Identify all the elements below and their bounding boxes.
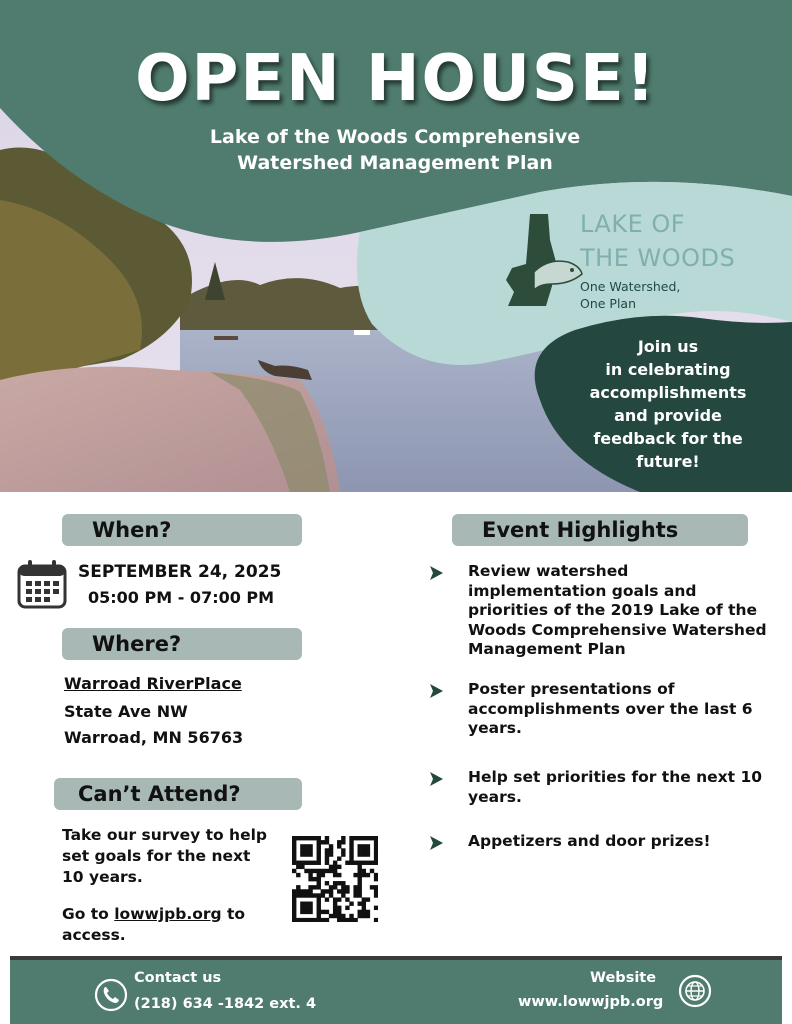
goto-suffix: to access. [62, 905, 246, 944]
website-link[interactable]: www.lowwjpb.org [518, 994, 664, 1010]
logo-text-line2: THE WOODS [580, 244, 736, 272]
goto-text [62, 904, 272, 946]
phone-number[interactable]: (218) 634 -1842 ext. 4 [134, 996, 317, 1012]
arrow-bullet-icon [428, 835, 444, 851]
arrow-bullet-icon [428, 771, 444, 787]
where-heading: Where? [62, 628, 302, 660]
when-heading: When? [62, 514, 302, 546]
calendar-icon [16, 558, 68, 610]
footer-bar [10, 956, 782, 1024]
join-line: feedback for the [593, 429, 743, 448]
contact-label: Contact us [134, 970, 222, 986]
venue-city: Warroad, MN 56763 [64, 728, 244, 747]
join-line: future! [636, 452, 700, 471]
watershed-map-icon [500, 210, 584, 310]
logo-tagline-line1: One Watershed, [580, 279, 681, 294]
logo-text-line1: LAKE OF [580, 210, 686, 238]
logo-tagline [580, 278, 730, 312]
event-date: SEPTEMBER 24, 2025 [78, 562, 282, 582]
globe-icon [678, 974, 712, 1008]
website-label: Website [590, 970, 657, 986]
highlight-text: Review watershed implementation goals and priorities of the 2019 Lake of the Woods Comprehensive Watershed Management Plan [468, 562, 767, 658]
venue-name: Warroad RiverPlace [64, 674, 242, 693]
join-line: and provide [614, 406, 722, 425]
survey-text: Take our survey to help set goals for the next 10 years. [62, 826, 267, 886]
logo-tagline-line2: One Plan [580, 296, 637, 311]
venue-street: State Ave NW [64, 702, 188, 721]
subtitle-line1: Lake of the Woods Comprehensive [209, 126, 581, 148]
subtitle-line2: Watershed Management Plan [237, 152, 553, 174]
join-line: in celebrating [605, 360, 731, 379]
highlight-text: Appetizers and door prizes! [468, 832, 711, 850]
event-time: 05:00 PM - 07:00 PM [88, 588, 275, 607]
hero-banner [0, 0, 792, 492]
arrow-bullet-icon [428, 683, 444, 699]
join-us-message [560, 335, 776, 473]
join-line: accomplishments [589, 383, 747, 402]
arrow-bullet-icon [428, 565, 444, 581]
highlights-heading: Event Highlights [452, 514, 748, 546]
qr-code[interactable] [292, 836, 378, 922]
highlight-text: Help set priorities for the next 10 years. [468, 768, 763, 806]
plan-subtitle [160, 124, 630, 176]
survey-link[interactable]: lowwjpb.org [114, 905, 222, 923]
page-title: OPEN HOUSE! [135, 42, 657, 116]
lake-of-the-woods-logo [500, 208, 760, 318]
cant-attend-heading: Can’t Attend? [54, 778, 302, 810]
highlight-text: Poster presentations of accomplishments over the last 6 years. [468, 680, 753, 737]
phone-icon [94, 978, 128, 1012]
goto-prefix: Go to [62, 905, 115, 923]
join-line: Join us [637, 337, 699, 356]
